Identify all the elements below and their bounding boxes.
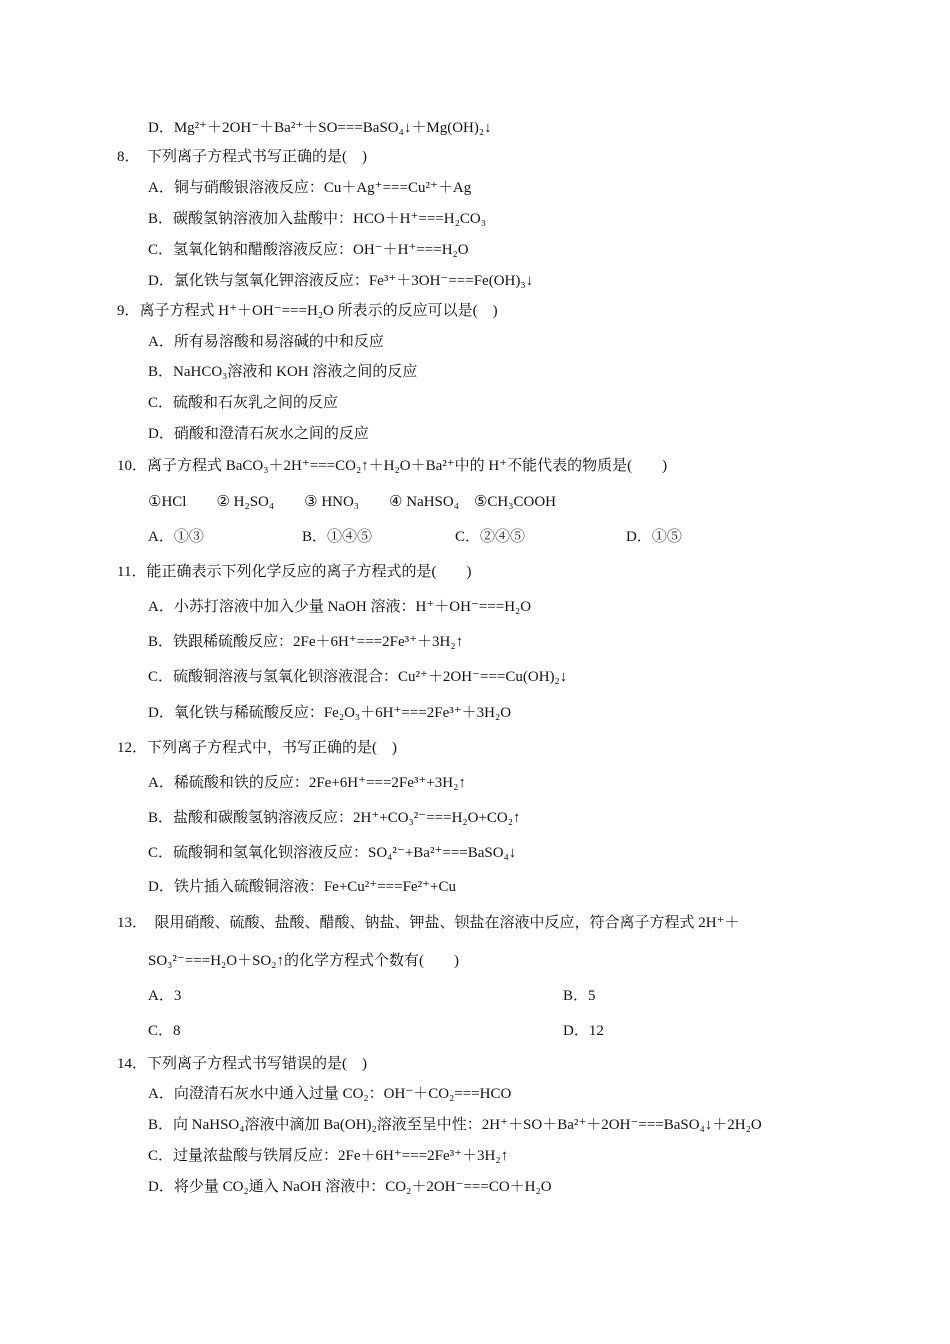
q10-stem: 10．离子方程式 BaCO₃＋2H⁺===CO₂↑＋H₂O＋Ba²⁺中的 H⁺不能代表的物质是( ) bbox=[117, 458, 668, 474]
q9-option-d: D．硝酸和澄清石灰水之间的反应 bbox=[148, 426, 369, 442]
q9-option-a: A．所有易溶酸和易溶碱的中和反应 bbox=[148, 334, 384, 350]
q13-option-d: D．12 bbox=[563, 1023, 604, 1039]
q13-option-c: C．8 bbox=[148, 1023, 181, 1039]
q13-stem-line1: 13． 限用硝酸、硫酸、盐酸、醋酸、钠盐、钾盐、钡盐在溶液中反应，符合离子方程式 2H⁺＋ bbox=[117, 915, 740, 931]
q11-option-c: C．硫酸铜溶液与氢氧化钡溶液混合：Cu²⁺＋2OH⁻===Cu(OH)₂↓ bbox=[148, 669, 568, 685]
q12-option-c: C．硫酸铜和氢氧化钡溶液反应：SO₄²⁻+Ba²⁺===BaSO₄↓ bbox=[148, 845, 517, 861]
q11-option-d: D．氧化铁与稀硫酸反应：Fe₂O₃＋6H⁺===2Fe³⁺＋3H₂O bbox=[148, 705, 512, 721]
q9-option-b: B．NaHCO₃溶液和 KOH 溶液之间的反应 bbox=[148, 364, 418, 380]
q11-option-a: A．小苏打溶液中加入少量 NaOH 溶液：H⁺＋OH⁻===H₂O bbox=[148, 599, 532, 615]
q14-option-d: D．将少量 CO₂通入 NaOH 溶液中：CO₂＋2OH⁻===CO＋H₂O bbox=[148, 1179, 552, 1195]
q12-option-a: A．稀硫酸和铁的反应：2Fe+6H⁺===2Fe³⁺+3H₂↑ bbox=[148, 775, 466, 791]
q13-stem-line2: SO₃²⁻===H₂O＋SO₂↑的化学方程式个数有( ) bbox=[148, 953, 459, 969]
q8-option-b: B．碳酸氢钠溶液加入盐酸中：HCO＋H⁺===H₂CO₃ bbox=[148, 211, 486, 227]
q8-option-a: A．铜与硝酸银溶液反应：Cu＋Ag⁺===Cu²⁺＋Ag bbox=[148, 180, 472, 196]
q8-option-c: C．氢氧化钠和醋酸溶液反应：OH⁻＋H⁺===H₂O bbox=[148, 242, 469, 258]
q14-option-a: A．向澄清石灰水中通入过量 CO₂：OH⁻＋CO₂===HCO bbox=[148, 1086, 512, 1102]
q7-option-d: D．Mg²⁺＋2OH⁻＋Ba²⁺＋SO===BaSO₄↓＋Mg(OH)₂↓ bbox=[148, 120, 492, 136]
q9-option-c: C．硫酸和石灰乳之间的反应 bbox=[148, 395, 339, 411]
q8-option-d: D．氯化铁与氢氧化钾溶液反应：Fe³⁺＋3OH⁻===Fe(OH)₃↓ bbox=[148, 273, 534, 289]
q14-option-c: C．过量浓盐酸与铁屑反应：2Fe＋6H⁺===2Fe³⁺＋3H₂↑ bbox=[148, 1148, 509, 1164]
q13-option-a: A．3 bbox=[148, 988, 182, 1004]
q12-option-d: D．铁片插入硫酸铜溶液：Fe+Cu²⁺===Fe²⁺+Cu bbox=[148, 879, 456, 895]
q10-option-c: C．②④⑤ bbox=[455, 529, 526, 545]
q10-option-a: A．①③ bbox=[148, 529, 204, 545]
q11-option-b: B．铁跟稀硫酸反应：2Fe＋6H⁺===2Fe³⁺＋3H₂↑ bbox=[148, 634, 464, 650]
q12-option-b: B．盐酸和碳酸氢钠溶液反应：2H⁺+CO₃²⁻===H₂O+CO₂↑ bbox=[148, 810, 521, 826]
q11-stem: 11．能正确表示下列化学反应的离子方程式的是( ) bbox=[117, 564, 472, 580]
q12-stem: 12．下列离子方程式中，书写正确的是( ) bbox=[117, 740, 397, 756]
q8-stem: 8． 下列离子方程式书写正确的是( ) bbox=[117, 149, 367, 165]
q10-option-b: B．①④⑤ bbox=[302, 529, 373, 545]
q14-stem: 14．下列离子方程式书写错误的是( ) bbox=[117, 1056, 367, 1072]
q10-option-d: D．①⑤ bbox=[626, 529, 682, 545]
q10-substances: ①HCl ② H₂SO₄ ③ HNO₃ ④ NaHSO₄ ⑤CH₃COOH bbox=[148, 494, 556, 510]
q9-stem: 9．离子方程式 H⁺＋OH⁻===H₂O 所表示的反应可以是( ) bbox=[117, 303, 498, 319]
q14-option-b: B．向 NaHSO₄溶液中滴加 Ba(OH)₂溶液至呈中性：2H⁺＋SO＋Ba²⁺＋2OH⁻===BaSO₄↓＋2H₂O bbox=[148, 1117, 762, 1133]
q13-option-b: B．5 bbox=[563, 988, 596, 1004]
